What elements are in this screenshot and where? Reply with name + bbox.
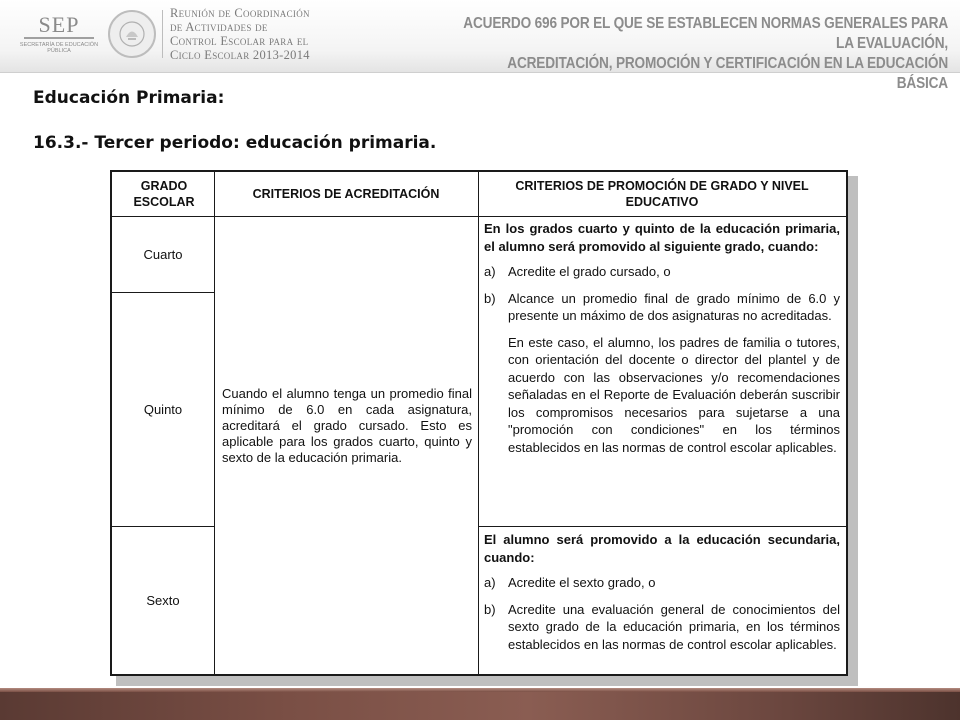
meeting-line: Reunión de Coordinación bbox=[170, 6, 310, 20]
table-col-divider bbox=[214, 172, 215, 674]
promotion-lead: El alumno será promovido a la educación secundaria, cuando: bbox=[484, 532, 840, 565]
grade-quinto: Quinto bbox=[143, 402, 183, 417]
promotion-block-1 bbox=[484, 220, 840, 456]
item-label: a) bbox=[484, 575, 496, 590]
header-grade: GRADO ESCOLAR bbox=[133, 179, 195, 209]
section-title: Educación Primaria: bbox=[33, 88, 225, 108]
promotion-lead: En los grados cuarto y quinto de la educación primaria, el alumno será promovido al siguiente grado, cuando: bbox=[484, 221, 840, 254]
table-row-divider bbox=[478, 526, 846, 527]
meeting-line: de Actividades de bbox=[170, 20, 268, 34]
agreement-banner bbox=[455, 14, 948, 94]
accreditation-text: Cuando el alumno tenga un promedio final mínimo de 6.0 en cada asignatura, acreditará el grado cursado. Esto es aplicable para los grados cuarto, quinto y sexto de la educación primaria. bbox=[222, 386, 472, 465]
meeting-title bbox=[170, 6, 370, 62]
footer-bar bbox=[0, 688, 960, 720]
header-accreditation: CRITERIOS DE ACREDITACIÓN bbox=[252, 187, 440, 201]
header-divider bbox=[162, 10, 163, 58]
banner-line: ACUERDO 696 POR EL QUE SE ESTABLECEN NORMAS GENERALES PARA LA EVALUACIÓN, bbox=[463, 15, 948, 52]
table-col-divider bbox=[478, 172, 479, 674]
national-seal-icon bbox=[108, 10, 156, 58]
item-text: Acredite una evaluación general de conocimientos del sexto grado de la educación primaria, en los términos establecidos en las normas de control escolar aplicables. bbox=[508, 601, 840, 652]
promotion-item bbox=[484, 601, 840, 654]
item-text: Acredite el sexto grado, o bbox=[508, 575, 656, 590]
sep-logo bbox=[18, 12, 99, 54]
meeting-line: Control Escolar para el bbox=[170, 34, 309, 48]
meeting-line: Ciclo Escolar 2013-2014 bbox=[170, 48, 310, 62]
promotion-item bbox=[484, 574, 840, 592]
promotion-note: En este caso, el alumno, los padres de familia o tutores, con orientación del docente o director del plantel y de acuerdo con las observaciones y/o recomendaciones señaladas en el Reporte de Evaluación deberán suscribir los compromisos necesarios para sujetarse a una "promoción con condiciones" en los términos establecidos en las normas de control escolar aplicables. bbox=[508, 334, 840, 455]
sep-logo-subtitle: SECRETARÍA DE EDUCACIÓN PÚBLICA bbox=[19, 42, 99, 54]
subsection-title: 16.3.- Tercer periodo: educación primaria. bbox=[33, 133, 437, 153]
item-label: b) bbox=[484, 601, 496, 617]
grade-cuarto: Cuarto bbox=[143, 247, 183, 262]
item-text: Acredite el grado cursado, o bbox=[508, 264, 671, 279]
item-text: Alcance un promedio final de grado mínimo de 6.0 y presente un máximo de dos asignaturas no acreditadas. bbox=[508, 290, 840, 323]
sep-logo-text: SEP bbox=[38, 12, 80, 37]
item-label: a) bbox=[484, 264, 496, 279]
sep-logo-rule bbox=[24, 37, 94, 39]
table-header-divider bbox=[112, 216, 846, 217]
item-label: b) bbox=[484, 290, 496, 306]
banner-line: ACREDITACIÓN, PROMOCIÓN Y CERTIFICACIÓN EN LA EDUCACIÓN BÁSICA bbox=[507, 55, 948, 92]
header-promotion: CRITERIOS DE PROMOCIÓN DE GRADO Y NIVEL EDUCATIVO bbox=[515, 179, 809, 209]
promotion-block-2 bbox=[484, 531, 840, 662]
grade-sexto: Sexto bbox=[146, 593, 180, 608]
promotion-item bbox=[484, 263, 840, 281]
footer-highlight bbox=[0, 688, 960, 692]
promotion-item bbox=[484, 290, 840, 325]
slide-header bbox=[0, 0, 960, 92]
criteria-table bbox=[110, 170, 848, 676]
